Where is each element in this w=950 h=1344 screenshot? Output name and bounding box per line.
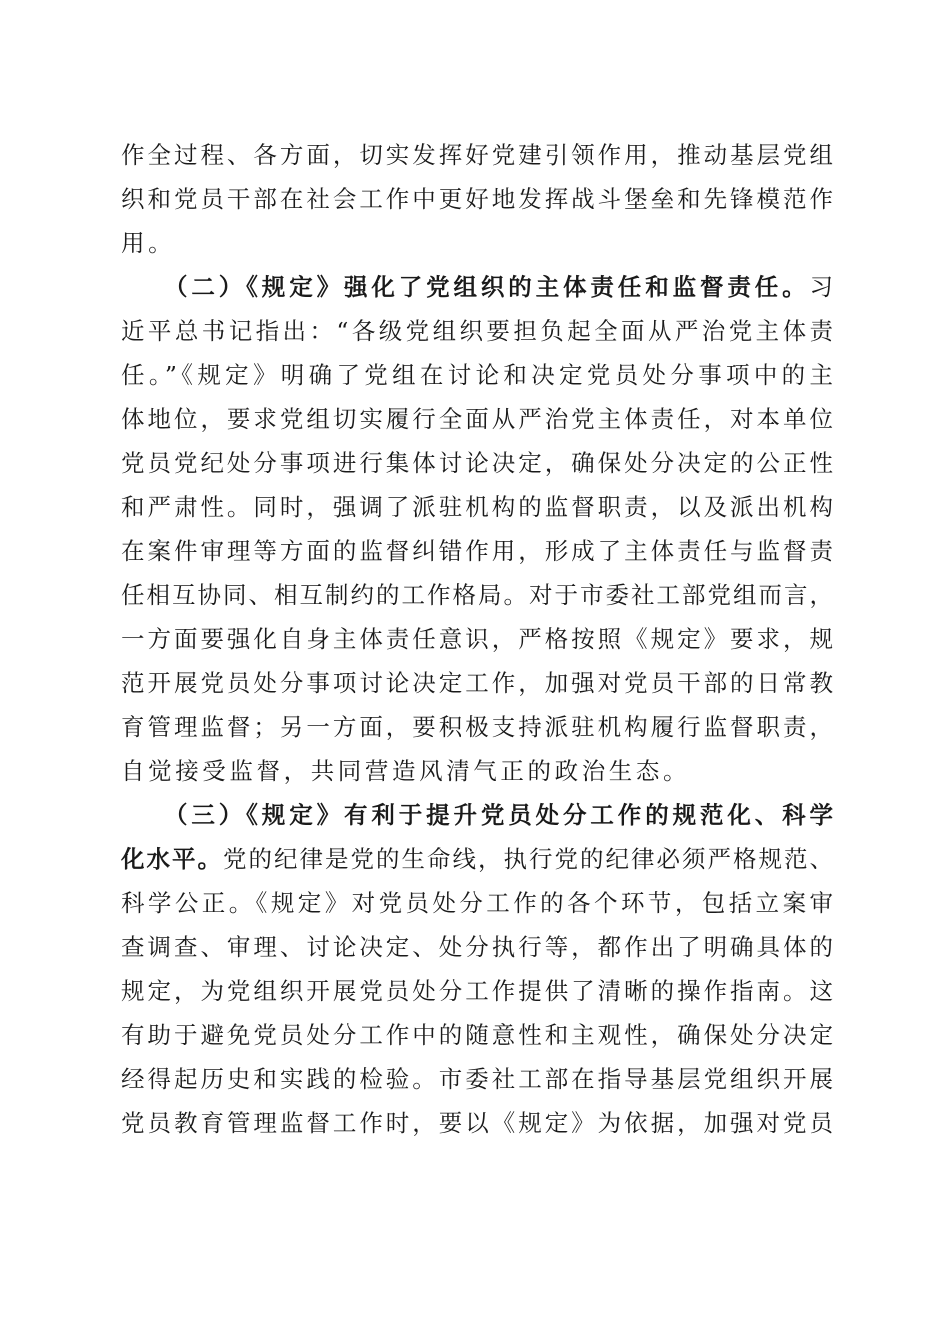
body-text: 在案件审理等方面的监督纠错作用，形成了主体责任与监督责 <box>121 537 833 565</box>
body-text: 习 <box>809 273 833 301</box>
text-line <box>121 397 833 441</box>
text-line <box>121 1013 833 1057</box>
text-line <box>121 177 833 221</box>
body-text: 自觉接受监督，共同营造风清气正的政治生态。 <box>121 757 691 785</box>
document-body <box>121 133 833 1145</box>
text-line <box>121 1057 833 1101</box>
text-line <box>121 133 833 177</box>
text-line <box>121 1101 833 1145</box>
text-line <box>121 881 833 925</box>
body-text: 体地位，要求党组切实履行全面从严治党主体责任，对本单位 <box>121 405 833 433</box>
text-line <box>121 837 833 881</box>
body-text: 经得起历史和实践的检验。市委社工部在指导基层党组织开展 <box>121 1065 833 1093</box>
text-line <box>121 573 833 617</box>
body-text: 党员党纪处分事项进行集体讨论决定，确保处分决定的公正性 <box>121 449 833 477</box>
text-line <box>121 925 833 969</box>
text-line <box>121 265 833 309</box>
text-line <box>121 529 833 573</box>
text-line <box>121 485 833 529</box>
text-line <box>121 969 833 1013</box>
text-line <box>121 441 833 485</box>
text-line <box>121 705 833 749</box>
body-text: 织和党员干部在社会工作中更好地发挥战斗堡垒和先锋模范作 <box>121 185 833 213</box>
text-line <box>121 793 833 837</box>
body-text: 作全过程、各方面，切实发挥好党建引领作用，推动基层党组 <box>121 141 833 169</box>
body-text: 任相互协同、相互制约的工作格局。对于市委社工部党组而言， <box>121 581 833 609</box>
text-line <box>121 353 833 397</box>
body-text: 和严肃性。同时，强调了派驻机构的监督职责，以及派出机构 <box>121 493 833 521</box>
bold-heading-text: （二）《规定》强化了党组织的主体责任和监督责任。 <box>121 273 810 301</box>
body-text: 用。 <box>121 229 176 257</box>
text-line <box>121 617 833 661</box>
body-text: 规定，为党组织开展党员处分工作提供了清晰的操作指南。这 <box>121 977 833 1005</box>
text-line <box>121 309 833 353</box>
body-text: 党的纪律是党的生命线，执行党的纪律必须严格规范、 <box>223 845 833 873</box>
body-text: 任。”《规定》明确了党组在讨论和决定党员处分事项中的主 <box>121 361 833 389</box>
body-text: 查调查、审理、讨论决定、处分执行等，都作出了明确具体的 <box>121 933 833 961</box>
body-text: 有助于避免党员处分工作中的随意性和主观性，确保处分决定 <box>121 1021 833 1049</box>
body-text: 范开展党员处分事项讨论决定工作，加强对党员干部的日常教 <box>121 669 833 697</box>
body-text: 科学公正。《规定》对党员处分工作的各个环节，包括立案审 <box>121 889 833 917</box>
bold-heading-text: 化水平。 <box>121 845 223 873</box>
bold-heading-text: （三）《规定》有利于提升党员处分工作的规范化、科学 <box>121 801 833 829</box>
text-line <box>121 749 833 793</box>
body-text: 育管理监督；另一方面，要积极支持派驻机构履行监督职责， <box>121 713 833 741</box>
body-text: 近平总书记指出：“各级党组织要担负起全面从严治党主体责 <box>121 317 833 345</box>
body-text: 一方面要强化自身主体责任意识，严格按照《规定》要求，规 <box>121 625 833 653</box>
text-line <box>121 661 833 705</box>
body-text: 党员教育管理监督工作时，要以《规定》为依据，加强对党员 <box>121 1109 833 1137</box>
text-line <box>121 221 833 265</box>
